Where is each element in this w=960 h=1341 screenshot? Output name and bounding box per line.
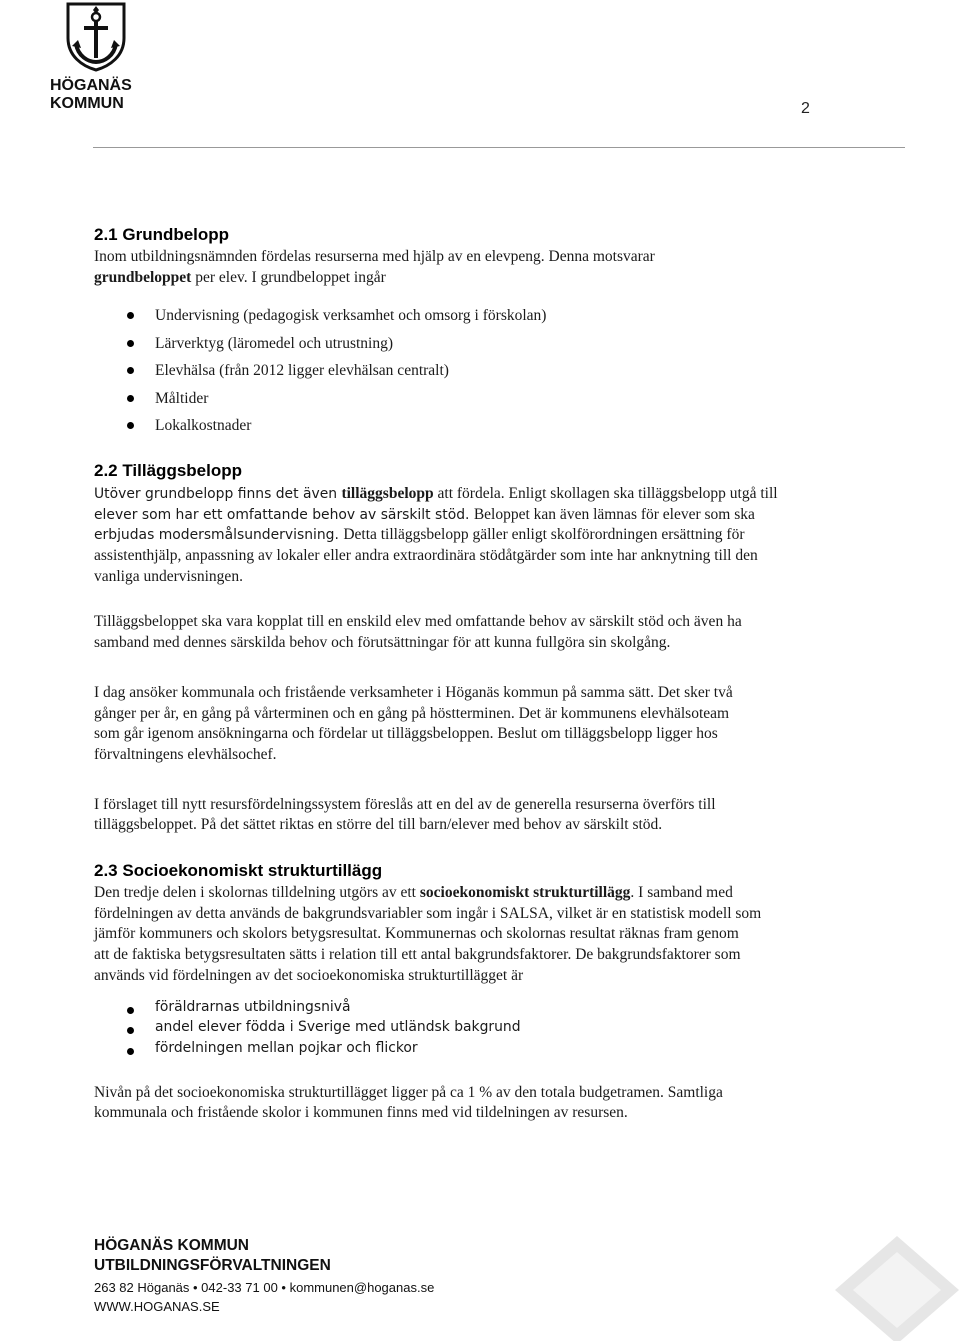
section-heading-2-1: 2.1 Grundbelopp [94, 225, 230, 244]
section-heading-2-2: 2.2 Tilläggsbelopp [94, 460, 242, 480]
corner-diamond-decoration-icon [835, 1230, 960, 1341]
list-item: Lärverktyg (läromedel och utrustning) [94, 330, 884, 358]
paragraph: Tilläggsbeloppet ska vara kopplat till en enskild elev med omfattande behov av särskilt stöd och även ha samband med dennes särskilda behov och förutsättningar för att kunna fullgöra sin skolgång. [94, 613, 742, 652]
footer-contact: 263 82 Höganäs • 042-33 71 00 • kommunen@hoganas.se [94, 1280, 435, 1295]
list-item: Måltider [94, 385, 884, 413]
header-divider [93, 147, 905, 148]
anchor-shield-icon [60, 0, 132, 72]
footer-website: WWW.HOGANAS.SE [94, 1299, 220, 1314]
paragraph: I dag ansöker kommunala och fristående verksamheter i Höganäs kommun på samma sätt. Det sker två gånger per år, en gång på vårterminen och en gång på höstterminen. Det är kommunens elevhälsoteam som går igenom ansökningarna och fördelar ut tilläggsbeloppen. Beslut om tilläggsbelopp ligger hos förvaltningens elevhälsochef. [94, 683, 733, 763]
list-item: andel elever födda i Sverige med utländsk bakgrund [94, 1017, 884, 1038]
paragraph: Nivån på det socioekonomiska strukturtillägget ligger på ca 1 % av den totala budgetramen. Samtliga kommunala och fristående skolor i kommunen finns med vid tildelningen av resursen. [94, 1083, 723, 1122]
list-item: Elevhälsa (från 2012 ligger elevhälsan centralt) [94, 357, 884, 385]
page-number: 2 [801, 100, 810, 117]
list-item: Undervisning (pedagogisk verksamhet och omsorg i förskolan) [94, 302, 884, 330]
list-item: föräldrarnas utbildningsnivå [94, 997, 884, 1018]
paragraph: I förslaget till nytt resursfördelningssystem föreslås att en del av de generella resurserna överförs till tilläggsbeloppet. På det sättet riktas en större del till barn/elever med behov av särskilt stöd. [94, 795, 716, 834]
document-body [94, 225, 884, 1124]
paragraph: Inom utbildningsnämnden fördelas resurserna med hjälp av en elevpeng. Denna motsvarar grundbeloppet per elev. I grundbeloppet ingår [94, 248, 655, 286]
paragraph: Den tredje delen i skolornas tilldelning utgörs av ett socioekonomiskt strukturtillägg. I samband med fördelningen av detta används de bakgrundsvariabler som ingår i SALSA, vilket är en statistisk modell som jämför kommuners och skolors betygsresultat. Kommunernas och skolornas resultat räknas fram genom att de faktiska betygsresultaten sätts i relation till ett antal bakgrundsfaktorer. De bakgrundsfaktorer som används vid fördelningen av det socioekonomiska strukturtillägget är [94, 884, 762, 984]
bullet-list [94, 997, 884, 1059]
hoganas-logo [50, 0, 142, 124]
section-heading-2-3: 2.3 Socioekonomiskt strukturtillägg [94, 861, 383, 881]
list-item: Lokalkostnader [94, 412, 884, 440]
footer-organization: HÖGANÄS KOMMUN [94, 1237, 249, 1254]
page-footer [94, 1236, 434, 1316]
logo-wordmark: HÖGANÄS KOMMUN [50, 77, 132, 112]
list-item: fördelningen mellan pojkar och flickor [94, 1038, 884, 1059]
footer-department: UTBILDNINGSFÖRVALTNINGEN [94, 1257, 331, 1274]
paragraph: Utöver grundbelopp finns det även tilläggsbelopp att fördela. Enligt skollagen ska tilläggsbelopp utgå till elever som har ett omfattande behov av särskilt stöd. Beloppet kan även lämnas för elever som ska erbjudas modersmålsundervisning. Detta tilläggsbelopp gäller enligt skolförordningen ersättning för assistenthjälp, anpassning av lokaler eller andra extraordinära stödåtgärder som inte har anknytning till den vanliga undervisningen. [94, 484, 778, 585]
bullet-list [94, 302, 884, 440]
